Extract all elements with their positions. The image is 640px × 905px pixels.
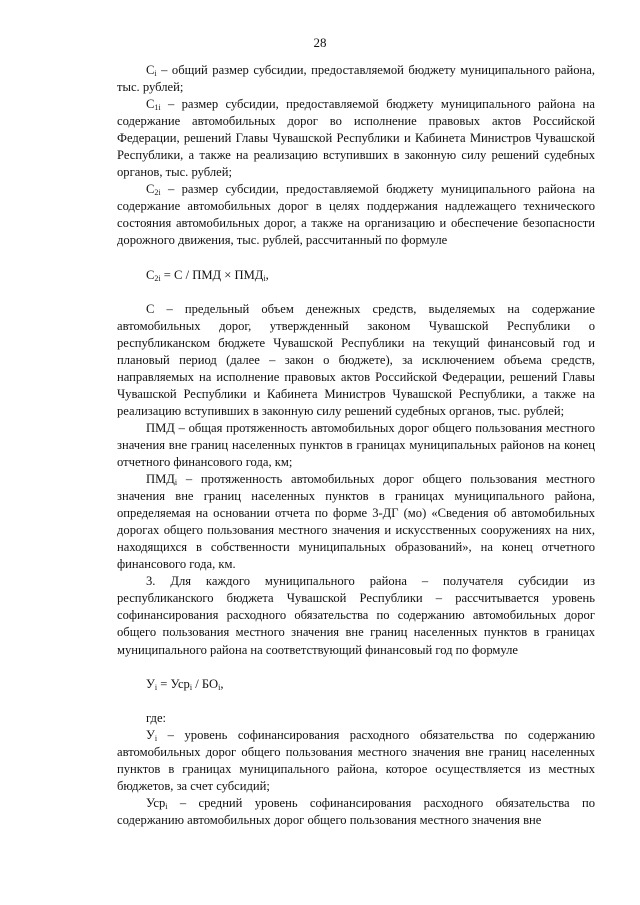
formula-c2: $C_{2i} = C$ / ПМД × $ПМД_i$, [146,267,269,283]
where-label: где: [146,710,167,725]
page-number: 28 [313,35,327,50]
definition-pmd-total: ПМД – общая протяженность автомобильных дорог общего пользования местного значения вне границ населенных пунктов в границах муниципальных районов на конец отчетного финансового года, км; [117,420,595,469]
definition-usr: Уср$_i$ – средний уровень софинансирования расходного обязательства по содержанию автомобильных дорог общего пользования местного значения вне [117,795,595,827]
definition-pmd-i: $ПМД_i$ – протяженность автомобильных дорог общего пользования местного значения вне границ населенных пунктов в границах муниципального района, определяемая на основании отчета по форме 3-ДГ (мо) «Сведения об автомобильных дорогах общего пользования местного значения и искусственных сооружениях на них, находящихся в собственности муниципальных образований», на конец отчетного финансового года, км. [117,472,595,572]
definition-c-limit: С – предельный объем денежных средств, выделяемых на содержание автомобильных дорог, утвержденный законом Чувашской Республики о республиканском бюджете Чувашской Республики на текущий финансовый год и плановый период (далее – закон о бюджете), за исключением объема средств, направляемых на исполнение правовых актов Российской Федерации, решений Главы Чувашской Республики и Кабинета Министров Чувашской Республики, а также на реализацию вступивших в законную силу решений судебных органов, тыс. рублей; [117,301,595,418]
definition-u: $У_i$ – уровень софинансирования расходного обязательства по содержанию автомобильных дорог общего пользования местного значения вне границ населенных пунктов в границах муниципального района, которое осуществляется из местных бюджетов, за счет субсидий; [117,727,595,793]
clause-3: 3. Для каждого муниципального района – получателя субсидии из республиканского бюджета Чувашской Республики – рассчитывается уровень софинансирования расходного обязательства по содержанию автомобильных дорог общего пользования местного значения вне границ населенных пунктов в границах муниципального района на соответствующий финансовый год по формуле [117,574,595,657]
definition-c1: $C_{1i}$ – размер субсидии, предоставляемой бюджету муниципального района на содержание автомобильных дорог во исполнение правовых актов Российской Федерации, решений Главы Чувашской Республики и Кабинета Министров Чувашской Республики, а также на реализацию вступивших в законную силу решений судебных органов, тыс. рублей; [117,97,595,180]
formula-u: $У_i = Уср_i / БО_i$, [146,676,224,692]
definition-c2: $C_{2i}$ – размер субсидии, предоставляемой бюджету муниципального района на содержание автомобильных дорог в целях поддержания надлежащего технического состояния автомобильных дорог, а также на организацию и обеспечение безопасности дорожного движения, тыс. рублей, рассчитанный по формуле [117,182,595,248]
definition-c-total: $C_i$ – общий размер субсидии, предоставляемой бюджету муниципального района, тыс. рублей; [117,63,595,95]
document-body [117,62,595,829]
